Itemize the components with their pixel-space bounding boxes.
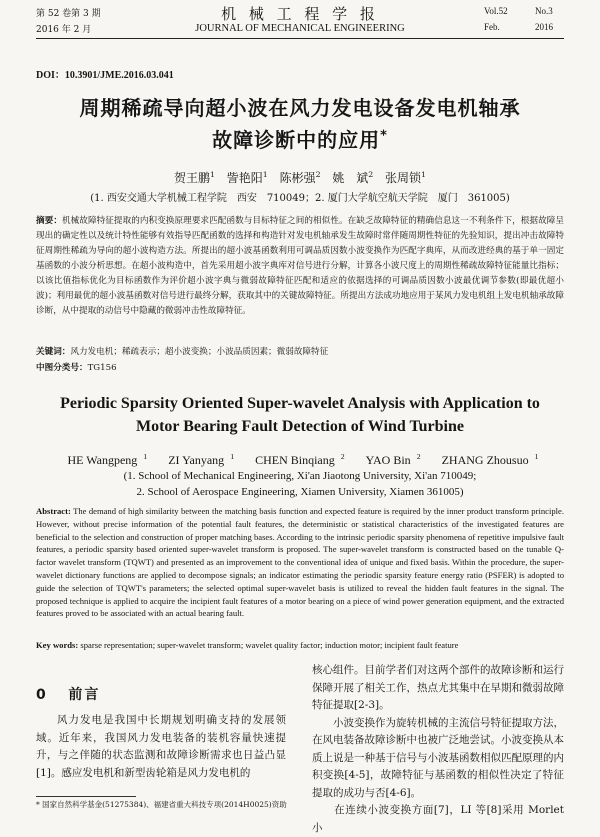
keywords-en [36, 640, 458, 650]
affiliation-en-line1: (1. School of Mechanical Engineering, Xi'an Jiaotong University, Xi'an 710049; [123, 470, 477, 482]
author-en: HE Wangpeng $^1$ [67, 452, 148, 467]
abstract-zh-label: 摘要： [36, 216, 62, 226]
title-zh-line2-wrap [0, 124, 600, 153]
clc-number [36, 361, 117, 373]
author-zh: 张周锁$^1$ [385, 170, 427, 185]
date-zh: 2016 年 2 月 [36, 25, 92, 35]
section-number: 0 [36, 687, 48, 703]
author-en: ZI Yanyang $^1$ [168, 452, 235, 467]
section-title: 前言 [68, 687, 101, 703]
keywords-zh-label: 关键词： [36, 347, 71, 357]
keywords-en-label: Key words: [36, 640, 79, 650]
author-zh: 贺王鹏$^1$ [173, 170, 215, 185]
abstract-zh [36, 214, 564, 319]
footnote: * 国家自然科学基金(51275384)、福建省重大科技专项(2014H0025)资助 [36, 800, 287, 809]
authors-en [0, 452, 600, 468]
footnote-rule [36, 796, 136, 797]
author-zh: 陈彬强$^2$ [279, 170, 321, 185]
clc-label: 中图分类号： [36, 363, 88, 373]
journal-name-en: JOURNAL OF MECHANICAL ENGINEERING [195, 23, 405, 34]
volume-en: Vol.52 [484, 6, 508, 16]
title-en-line2: Motor Bearing Fault Detection of Wind Turbine [135, 418, 464, 435]
journal-name-zh: 机 械 工 程 学 报 [221, 5, 379, 23]
abstract-en-label: Abstract: [36, 506, 71, 516]
title-zh-line1: 周期稀疏导向超小波在风力发电设备发电机轴承 [79, 96, 521, 120]
keywords-zh [36, 345, 328, 357]
volume-issue-zh: 第 52 卷第 3 期 [36, 9, 101, 19]
keywords-en-text: sparse representation; super-wavelet transform; wavelet quality factor; induction motor; incipient fault feature [80, 640, 459, 650]
title-zh-footnote-mark: * [380, 128, 388, 144]
body-left-column: 风力发电是我国中长期规划明确支持的发展领域。近年来，我国风力发电装备的装机容量快速提升，与之伴随的状态监测和故障诊断需求也日益凸显[1]。感应发电机和新型齿轮箱是风力发电机的 [36, 714, 286, 779]
title-en-line1: Periodic Sparsity Oriented Super-wavelet Analysis with Application to [60, 395, 540, 412]
year-en: 2016 [535, 22, 553, 32]
clc-value: TG156 [87, 363, 117, 373]
title-zh-line2: 故障诊断中的应用 [212, 128, 381, 152]
header-rule [36, 38, 564, 39]
author-zh: 姚 斌$^2$ [332, 170, 374, 185]
month-en: Feb. [484, 22, 500, 32]
abstract-zh-text: 机械故障特征提取的内积变换原理要求匹配函数与目标特征之间的相似性。在缺乏故障特征的精确信息这一不利条件下，根据故障呈现出的确定性以及统计特性能够有效指导匹配函数的选择和构造针对发电机轴承发生故障时常伴随周期性特征的先验知识，提出冲击故障特征周期性稀疏为导向的超小波构造方法。所提出的超小波基函数利用可调品质因数小波变换作为匹配字典库，从而改进经典的基于单一固定基函数的小波分析思想。在超小波构造中，首先采用超小波字典库对信号进行分解，计算各小波尺度上的周期性稀疏故障特征能量比指标；以该比值指标优化为目标函数作为评价超小波字典与微弱故障特征匹配和适应的依据选择的可调品质因数小波最优调节参数(即最优超小波)；利用最优的超小波基函数对信号进行最终分解，获取其中的关键故障特征。所提出方法成功地应用于某风力发电机组上发电机轴承故障诊断，从中提取的动信号中隐藏的微弱冲击性故障特征。 [36, 216, 564, 316]
author-zh: 訾艳阳$^1$ [226, 170, 268, 185]
affiliation-en-line2: 2. School of Aerospace Engineering, Xiamen University, Xiamen 361005) [136, 486, 464, 498]
author-en: YAO Bin $^2$ [365, 452, 421, 467]
body-right-column: 核心组件。目前学者们对这两个部件的故障诊断和运行保障开展了相关工作，热点尤其集中在早期和微弱故障特征提取[2-3]。 小波变换作为旋转机械的主流信号特征提取方法，在风电装备故障诊断中也被广泛地尝试。小波变换从本质上说是一种基于信号与小波基函数相似匹配原理的内积变换[4-5]，故障特征与基函数的相似性决定了特征提取的成功与否[4-6]。 在连续小波变换方面[7]，LI 等[8]采用 Morlet 小 [312, 664, 564, 834]
author-en: ZHANG Zhousuo $^1$ [441, 452, 539, 467]
author-en: CHEN Binqiang $^2$ [255, 452, 345, 467]
doi: DOI：10.3901/JME.2016.03.041 [36, 70, 174, 81]
affiliation-zh: (1. 西安交通大学机械工程学院 西安 710049；2. 厦门大学航空航天学院 厦门 361005) [90, 193, 510, 204]
keywords-zh-text: 风力发电机；稀疏表示；超小波变换；小波品质因素；微弱故障特征 [70, 347, 329, 357]
abstract-en-text: The demand of high similarity between the matching basis function and expected feature is required by the inner product transform principle. However, without precise information of the potential fault features, the deterministic or statistical characteristics of the investigated features are beneficial to the selection and construction of proper matching bases. According to the intrinsic periodic sparsity phenomena of repetitive impulsive fault features, a periodic sparsity based oriented super-wavelet transform is proposed. The super-wavelet transform is constructed based on the tunable Q-factor wavelet transform (TQWT) and presented as an improvement to the conventional idea of unique and fixed basis. Within the procedure, the super-wavelet dictionary functions are applied to decompose signals; an indicator estimating the periodic sparsity feature energy ratio (PSFER) is adopted to guide the selection of TQWT's parameters; the selected optimal super-wavelet basis is utilized to reveal the hidden fault features in the signal. The proposed technique is applied to acquire the incipient fault features of a motor bearing on a piece of wind power generation equipment, and the extracted features proved to be associated with an actual bearing fault. [36, 506, 564, 619]
issue-en: No.3 [535, 6, 553, 16]
authors-zh [0, 169, 600, 186]
section-heading [36, 684, 100, 704]
abstract-en [36, 505, 564, 620]
